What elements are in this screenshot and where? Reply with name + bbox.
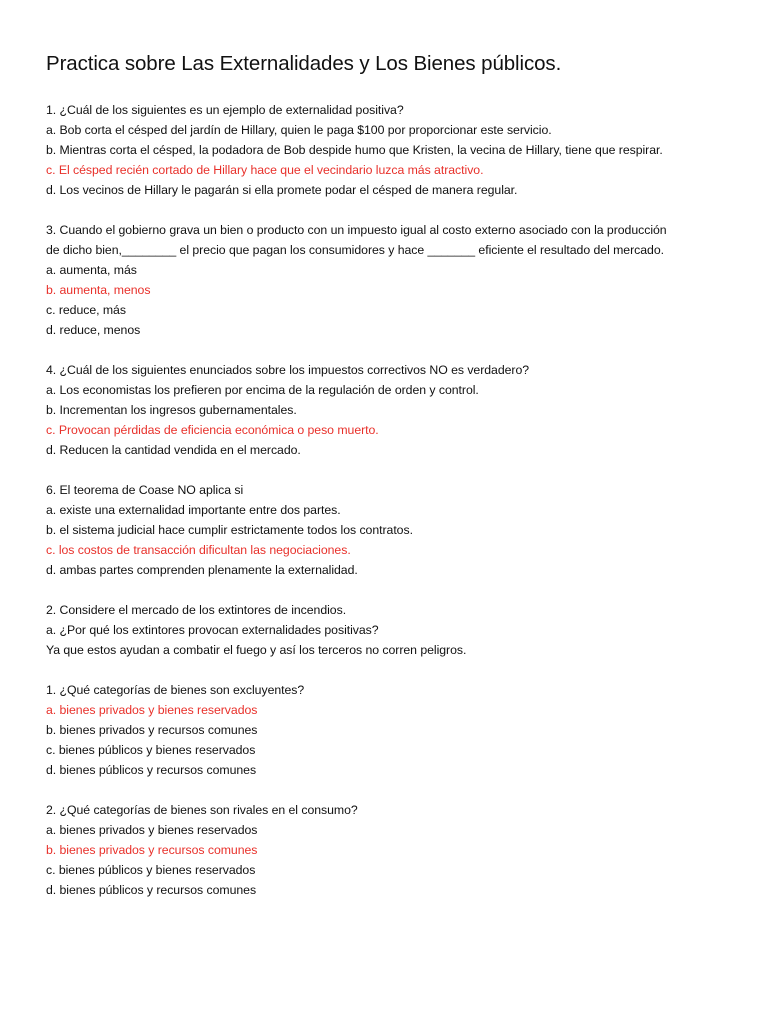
answer-option: a. existe una externalidad importante entre dos partes.	[46, 503, 341, 517]
correct-answer-option: b. bienes privados y recursos comunes	[46, 843, 258, 857]
answer-option: b. bienes privados y recursos comunes	[46, 723, 258, 737]
question-block	[46, 100, 728, 200]
answer-option: a. aumenta, más	[46, 263, 137, 277]
question-text: 1. ¿Qué categorías de bienes son excluyentes?	[46, 683, 305, 697]
answer-option: a. Bob corta el césped del jardín de Hillary, quien le paga $100 por proporcionar este servicio.	[46, 123, 552, 137]
answer-option: Ya que estos ayudan a combatir el fuego y así los terceros no corren peligros.	[46, 643, 467, 657]
question-text: 1. ¿Cuál de los siguientes es un ejemplo de externalidad positiva?	[46, 103, 404, 117]
correct-answer-option: c. los costos de transacción dificultan las negociaciones.	[46, 543, 351, 557]
question-block	[46, 800, 728, 900]
question-text: 6. El teorema de Coase NO aplica si	[46, 483, 244, 497]
correct-answer-option: a. bienes privados y bienes reservados	[46, 703, 258, 717]
answer-option: b. Mientras corta el césped, la podadora de Bob despide humo que Kristen, la vecina de Hillary, tiene que respirar.	[46, 143, 663, 157]
answer-option: d. Los vecinos de Hillary le pagarán si ella promete podar el césped de manera regular.	[46, 183, 518, 197]
question-text: 2. Considere el mercado de los extintores de incendios.	[46, 603, 347, 617]
question-block	[46, 220, 728, 340]
question-text: 3. Cuando el gobierno grava un bien o producto con un impuesto igual al costo externo asociado con la producción	[46, 223, 667, 237]
question-list	[46, 100, 728, 900]
correct-answer-option: b. aumenta, menos	[46, 283, 151, 297]
answer-option: d. reduce, menos	[46, 323, 141, 337]
answer-option: d. bienes públicos y recursos comunes	[46, 763, 257, 777]
answer-option: d. Reducen la cantidad vendida en el mercado.	[46, 443, 301, 457]
answer-option: b. el sistema judicial hace cumplir estrictamente todos los contratos.	[46, 523, 413, 537]
answer-option: a. bienes privados y bienes reservados	[46, 823, 258, 837]
answer-option: de dicho bien,________ el precio que pagan los consumidores y hace _______ eficiente el resultado del mercado.	[46, 243, 664, 257]
answer-option: c. reduce, más	[46, 303, 126, 317]
correct-answer-option: c. Provocan pérdidas de eficiencia económica o peso muerto.	[46, 423, 379, 437]
answer-option: a. Los economistas los prefieren por encima de la regulación de orden y control.	[46, 383, 479, 397]
document-title: Practica sobre Las Externalidades y Los Bienes públicos.	[46, 52, 562, 75]
correct-answer-option: c. El césped recién cortado de Hillary hace que el vecindario luzca más atractivo.	[46, 163, 484, 177]
answer-option: a. ¿Por qué los extintores provocan externalidades positivas?	[46, 623, 379, 637]
question-block	[46, 600, 728, 660]
answer-option: c. bienes públicos y bienes reservados	[46, 743, 256, 757]
question-block	[46, 360, 728, 460]
answer-option: b. Incrementan los ingresos gubernamentales.	[46, 403, 297, 417]
answer-option: c. bienes públicos y bienes reservados	[46, 863, 256, 877]
question-text: 4. ¿Cuál de los siguientes enunciados sobre los impuestos correctivos NO es verdadero?	[46, 363, 530, 377]
answer-option: d. bienes públicos y recursos comunes	[46, 883, 257, 897]
question-block	[46, 480, 728, 580]
answer-option: d. ambas partes comprenden plenamente la externalidad.	[46, 563, 358, 577]
question-block	[46, 680, 728, 780]
question-text: 2. ¿Qué categorías de bienes son rivales en el consumo?	[46, 803, 358, 817]
